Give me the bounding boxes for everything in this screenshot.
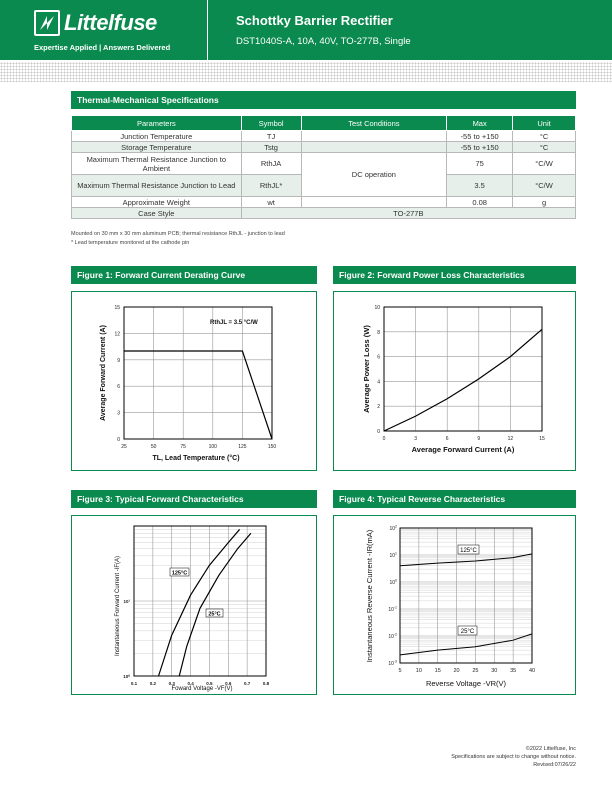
rth-annotation: RthJL = 3.5 °C/W (210, 320, 258, 326)
x-tick-label: 0.5 (206, 681, 213, 686)
x-axis-label: Reverse Voltage -VR(V) (425, 679, 507, 688)
x-axis-label: Foward Voltage -VF(V) (171, 686, 233, 692)
page-header (0, 0, 612, 60)
series-line-125C (159, 529, 240, 676)
cell-dc-operation: DC operation (301, 153, 447, 197)
label-125c: 125°C (171, 570, 188, 577)
cell-case-style: TO-277B (241, 208, 575, 219)
cell-max: 75 (447, 153, 513, 175)
y-tick-label: 10 (374, 305, 380, 311)
x-tick-label: 0.6 (225, 681, 232, 686)
x-tick-label: 0.4 (187, 681, 194, 686)
col-header-symbol: Symbol (241, 116, 301, 131)
x-tick-label: 9 (477, 436, 481, 442)
fig2-svg (334, 292, 575, 470)
y-tick-label: $10^2$ (389, 524, 397, 532)
x-tick-label: 0.7 (244, 681, 251, 686)
y-tick-label: 0 (377, 429, 380, 435)
brand-tagline: Expertise Applied | Answers Delivered (34, 43, 171, 52)
x-tick-label: 100 (208, 444, 217, 450)
y-tick-label: $10^1$ (389, 551, 397, 559)
x-tick-label: 10 (415, 668, 422, 674)
x-tick-label: 0 (382, 436, 386, 442)
page-title: Schottky Barrier Rectifier (236, 13, 393, 28)
cell-unit: °C/W (513, 153, 576, 175)
cell-max: -55 to +150 (447, 131, 513, 142)
fig1-chart (71, 291, 317, 471)
y-tick-label: 4 (377, 379, 380, 386)
x-tick-label: 0.1 (130, 681, 138, 686)
x-tick-label: 25 (472, 668, 479, 674)
fig4-svg (334, 516, 575, 694)
x-tick-label: 25 (121, 444, 127, 450)
note-lead-temp: * Lead temperature monitored at the cathode pin (71, 240, 190, 246)
littelfuse-logo-icon (34, 10, 60, 36)
y-tick-label: 15 (114, 305, 120, 311)
y-tick-label: 8 (377, 329, 380, 336)
footer-revised: Revised:07/26/22 (533, 762, 576, 768)
fig3-svg (72, 516, 316, 694)
col-header-parameters: Parameters (72, 116, 242, 131)
cell-condition (301, 131, 447, 142)
fig1-svg (72, 292, 316, 470)
x-tick-label: 0.8 (262, 681, 270, 686)
table-row (72, 131, 576, 142)
fig3-title: Figure 3: Typical Forward Characteristics (71, 490, 317, 508)
x-tick-label: 15 (539, 436, 545, 442)
x-tick-label: 0.3 (168, 681, 175, 686)
y-axis-label: Average Forward Current (A) (100, 325, 107, 421)
x-tick-label: 5 (398, 668, 402, 674)
table-row (72, 153, 576, 175)
x-tick-label: 20 (453, 668, 460, 674)
col-header-unit: Unit (513, 116, 576, 131)
cell-max: 3.5 (447, 175, 513, 197)
cell-condition (301, 142, 447, 153)
label-25c: 25°C (460, 629, 475, 635)
footer-copyright: ©2022 Littelfuse, Inc (525, 746, 576, 752)
y-tick-label: 3 (117, 410, 120, 417)
x-axis-label: TL, Lead Temperature (°C) (152, 455, 240, 462)
cell-unit: °C (513, 131, 576, 142)
label-125c: 125°C (460, 548, 477, 554)
page-footer (451, 745, 576, 769)
plot-frame (384, 307, 542, 431)
y-tick-label: 0 (117, 437, 120, 443)
x-tick-label: 150 (267, 444, 277, 450)
x-tick-label: 75 (180, 444, 186, 450)
cell-param: Junction Temperature (72, 131, 242, 142)
fig3-chart (71, 515, 317, 695)
cell-symbol: wt (241, 197, 301, 208)
x-axis-label: Average Forward Current (A) (411, 445, 515, 454)
cell-param: Storage Temperature (72, 142, 242, 153)
x-tick-label: 30 (491, 668, 498, 674)
note-mounting: Mounted on 30 mm x 30 mm aluminum PCB; thermal resistance RthJL - junction to lead (71, 231, 285, 237)
cell-unit: °C/W (513, 175, 576, 197)
table-notes (71, 230, 285, 248)
fig1-title: Figure 1: Forward Current Derating Curve (71, 266, 317, 284)
y-tick-label: 12 (114, 331, 120, 338)
decorative-dot-band (0, 62, 612, 82)
y-tick-label: 6 (117, 384, 120, 391)
x-tick-label: 50 (150, 444, 157, 450)
x-tick-label: 12 (507, 436, 514, 442)
footer-notice: Specifications are subject to change without notice. (451, 754, 576, 760)
y-tick-label: $10^{-3}$ (388, 659, 397, 667)
y-tick-label: $10^{-2}$ (388, 632, 397, 640)
x-tick-label: 40 (528, 668, 536, 674)
cell-condition (301, 197, 447, 208)
cell-param: Case Style (72, 208, 242, 219)
x-tick-label: 35 (510, 668, 517, 674)
cell-param: Approximate Weight (72, 197, 242, 208)
fig4-title: Figure 4: Typical Reverse Characteristics (333, 490, 576, 508)
y-tick-label: 10¹ (123, 599, 130, 604)
y-tick-label: $10^{-1}$ (388, 605, 397, 613)
col-header-max: Max (447, 116, 513, 131)
col-header-test-conditions: Test Conditions (301, 116, 447, 131)
cell-param: Maximum Thermal Resistance Junction to Ambient (72, 153, 242, 175)
series-line-main (384, 329, 542, 431)
y-tick-label: $10^0$ (389, 578, 397, 586)
page-subtitle: DST1040S-A, 10A, 40V, TO-277B, Single (236, 36, 411, 47)
fig2-chart (333, 291, 576, 471)
cell-symbol: TJ (241, 131, 301, 142)
cell-symbol: Tstg (241, 142, 301, 153)
y-tick-label: 9 (117, 357, 120, 364)
cell-param: Maximum Thermal Resistance Junction to Lead (72, 175, 242, 197)
y-tick-label: 2 (377, 404, 380, 411)
fig2-title: Figure 2: Forward Power Loss Characteristics (333, 266, 576, 284)
thermal-section-title: Thermal-Mechanical Specifications (71, 91, 576, 109)
series-line-main (124, 351, 272, 439)
logo (0, 0, 208, 60)
cell-symbol: RthJL* (241, 175, 301, 197)
fig4-chart (333, 515, 576, 695)
x-tick-label: 3 (414, 436, 417, 442)
cell-max: -55 to +150 (447, 142, 513, 153)
x-tick-label: 15 (434, 668, 441, 674)
table-row (72, 208, 576, 219)
cell-unit: g (513, 197, 576, 208)
y-tick-label: 6 (377, 354, 380, 361)
y-axis-label: Instantaneous Reverse Current -IR(mA) (365, 529, 374, 663)
x-tick-label: 6 (445, 436, 449, 442)
brand-name: Littelfuse (64, 10, 157, 35)
table-row (72, 197, 576, 208)
x-tick-label: 0.2 (149, 681, 156, 686)
thermal-spec-table (71, 115, 576, 219)
y-axis-label: Average Power Loss (W) (362, 325, 371, 413)
table-header-row (72, 116, 576, 131)
y-axis-label: Instantaneous Forward Current -IF(A) (115, 555, 121, 657)
cell-max: 0.08 (447, 197, 513, 208)
series-line-125C (400, 554, 532, 566)
table-row (72, 142, 576, 153)
cell-unit: °C (513, 142, 576, 153)
x-tick-label: 125 (238, 444, 247, 450)
y-tick-label: 10⁰ (123, 674, 130, 679)
cell-symbol: RthJA (241, 153, 301, 175)
label-25c: 25°C (208, 611, 221, 618)
